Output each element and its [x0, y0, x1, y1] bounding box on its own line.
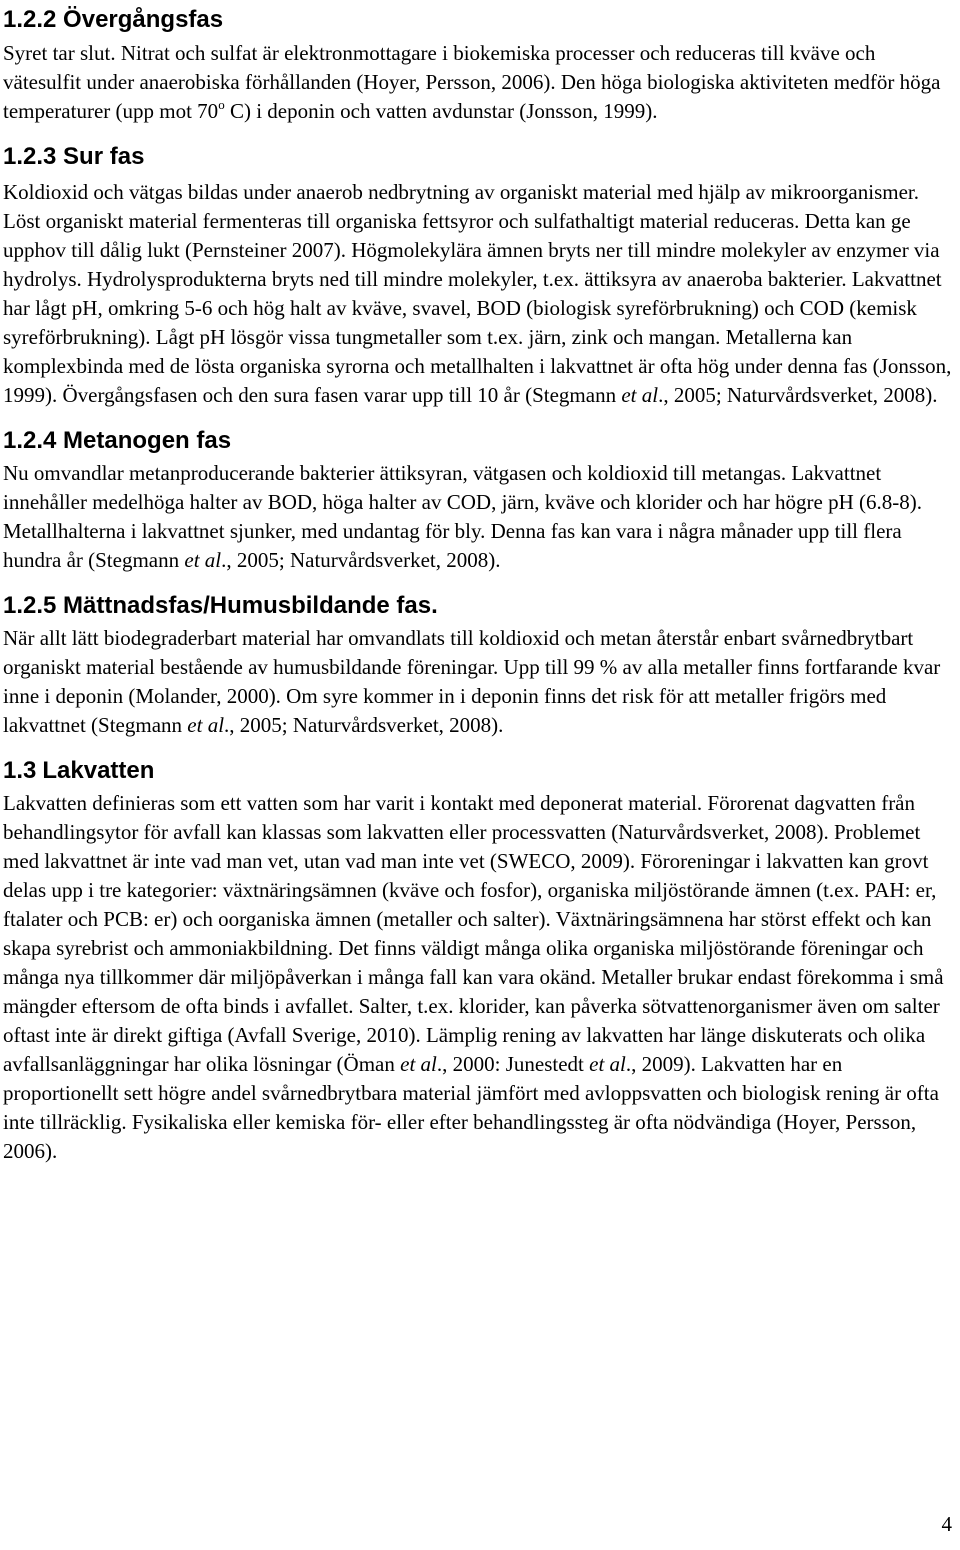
heading-1-2-2: 1.2.2 Övergångsfas — [3, 6, 224, 33]
page-number: 4 — [941, 1512, 952, 1536]
page-content — [3, 0, 953, 1166]
paragraph-1-3-text-c: ., 2009). Lakvatten har en proportionellt sett högre andel svårnedbrytbara material jämfört med avloppsvatten och biologisk rening är ofta inte tillräcklig. Fysikaliska eller kemiska för- eller efter behandlingssteg är ofta nödvändiga (Hoyer, Persson, 2006). — [3, 1052, 939, 1163]
heading-1-2-5: 1.2.5 Mättnadsfas/Humusbildande fas. — [3, 592, 438, 619]
paragraph-1-3-italic-1: et al — [400, 1052, 437, 1076]
section-1-3 — [3, 757, 953, 1166]
paragraph-1-2-5-text-a: När allt lätt biodegraderbart material har omvandlats till koldioxid och metan återstår enbart svårnedbrytbart organiskt material bestående av humusbildande föreningar. Upp till 99 % av alla metaller finns fortfarande kvar inne i deponin (Molander, 2000). Om syre kommer in i deponin finns det risk för att metaller frigörs med lakvattnet (Stegmann — [3, 626, 941, 737]
paragraph-1-3-text-a: Lakvatten definieras som ett vatten som har varit i kontakt med deponerat material. Förorenat dagvatten från behandlingsytor för avfall kan klassas som lakvatten eller processvatten (Naturvårdsverket, 2008). Problemet med lakvattnet är inte vad man vet, utan vad man inte vet (SWECO, 2009). Föroreningar i lakvatten kan grovt delas upp i tre kategorier: växtnäringsämnen (kväve och fosfor), organiska miljöstörande ämnen (t.ex. PAH: er, ftalater och PCB: er) och oorganiska ämnen (metaller och salter). Växtnäringsämnena har störst effekt och kan skapa syrebrist och ammoniakbildning. Det finns väldigt många olika organiska miljöstörande föreningar och många nya tillkommer där miljöpåverkan i många fall kan vara okänd. Metaller brukar endast förekomma i små mängder eftersom de ofta binds i avfallet. Salter, t.ex. klorider, kan påverka sötvattenorganismer även om salter oftast inte är direkt giftiga (Avfall Sverige, 2010). Lämplig rening av lakvatten har länge diskuterats och olika avfallsanläggningar har olika lösningar (Öman — [3, 791, 944, 1076]
paragraph-1-2-3-text-a: Koldioxid och vätgas bildas under anaerob nedbrytning av organiskt material med hjälp av mikroorganismer. Löst organiskt material fermenteras till organiska fettsyror och sulfathaltigt material reduceras. Detta kan ge upphov till dålig lukt (Pernsteiner 2007). Högmolekylära ämnen bryts ner till mindre molekyler av enzymer via hydrolys. Hydrolysprodukterna bryts ned till mindre molekyler, t.ex. ättiksyra av anaeroba bakterier. Lakvattnet har lågt pH, omkring 5-6 och hög halt av kväve, svavel, BOD (biologisk syreförbrukning) och COD (kemisk syreförbrukning). Lågt pH lösgör vissa tungmetaller som t.ex. järn, zink och mangan. Metallerna kan komplexbinda med de lösta organiska syrorna och metallhalten i lakvattnet är ofta hög under denna fas (Jonsson, 1999). Övergångsfasen och den sura fasen varar upp till 10 år (Stegmann — [3, 180, 952, 407]
heading-1-2-3: 1.2.3 Sur fas — [3, 143, 145, 170]
heading-1-3 — [3, 757, 953, 785]
paragraph-1-2-2-text-b: C) i deponin och vatten avdunstar (Jonsson, 1999). — [224, 99, 658, 123]
heading-1-2-4: 1.2.4 Metanogen fas — [3, 427, 232, 454]
paragraph-1-2-3-italic: et al — [621, 383, 659, 407]
paragraph-1-2-2 — [3, 39, 953, 126]
paragraph-1-2-4-text-b: ., 2005; Naturvårdsverket, 2008). — [221, 548, 501, 572]
paragraph-1-3-text-b: ., 2000: Junestedt — [436, 1052, 590, 1076]
paragraph-1-2-3 — [3, 178, 953, 410]
paragraph-1-2-2-text-a: Syret tar slut. Nitrat och sulfat är elektronmottagare i biokemiska processer och reduceras till kväve och vätesulfit under anaerobiska förhållanden (Hoyer, Persson, 2006). Den höga biologiska aktiviteten medför höga temperaturer (upp mot 70 — [3, 41, 941, 123]
section-1-2-2 — [3, 6, 953, 126]
paragraph-1-3 — [3, 789, 953, 1166]
section-1-2-4 — [3, 427, 953, 575]
paragraph-1-2-4-italic: et al — [184, 548, 222, 572]
paragraph-1-2-4-text-a: Nu omvandlar metanproducerande bakterier ättiksyran, vätgasen och koldioxid till metangas. Lakvattnet innehåller medelhöga halter av BOD, höga halter av COD, järn, kväve och klorider och har högre pH (6.8-8). Metallhalterna i lakvattnet sjunker, med undantag för bly. Denna fas kan vara i några månader upp till flera hundra år (Stegmann — [3, 461, 923, 572]
paragraph-1-3-italic-2: et al — [589, 1052, 626, 1076]
section-1-2-5 — [3, 592, 953, 740]
degree-superscript: o — [218, 97, 225, 112]
heading-1-3-text: Lakvatten — [42, 757, 155, 784]
paragraph-1-2-3-text-b: ., 2005; Naturvårdsverket, 2008). — [658, 383, 938, 407]
paragraph-1-2-4 — [3, 459, 953, 575]
section-1-2-3 — [3, 143, 953, 410]
heading-1-3-number: 1.3 — [3, 757, 37, 784]
paragraph-1-2-5-text-b: ., 2005; Naturvårdsverket, 2008). — [224, 713, 504, 737]
paragraph-1-2-5 — [3, 624, 953, 740]
paragraph-1-2-5-italic: et al — [187, 713, 225, 737]
